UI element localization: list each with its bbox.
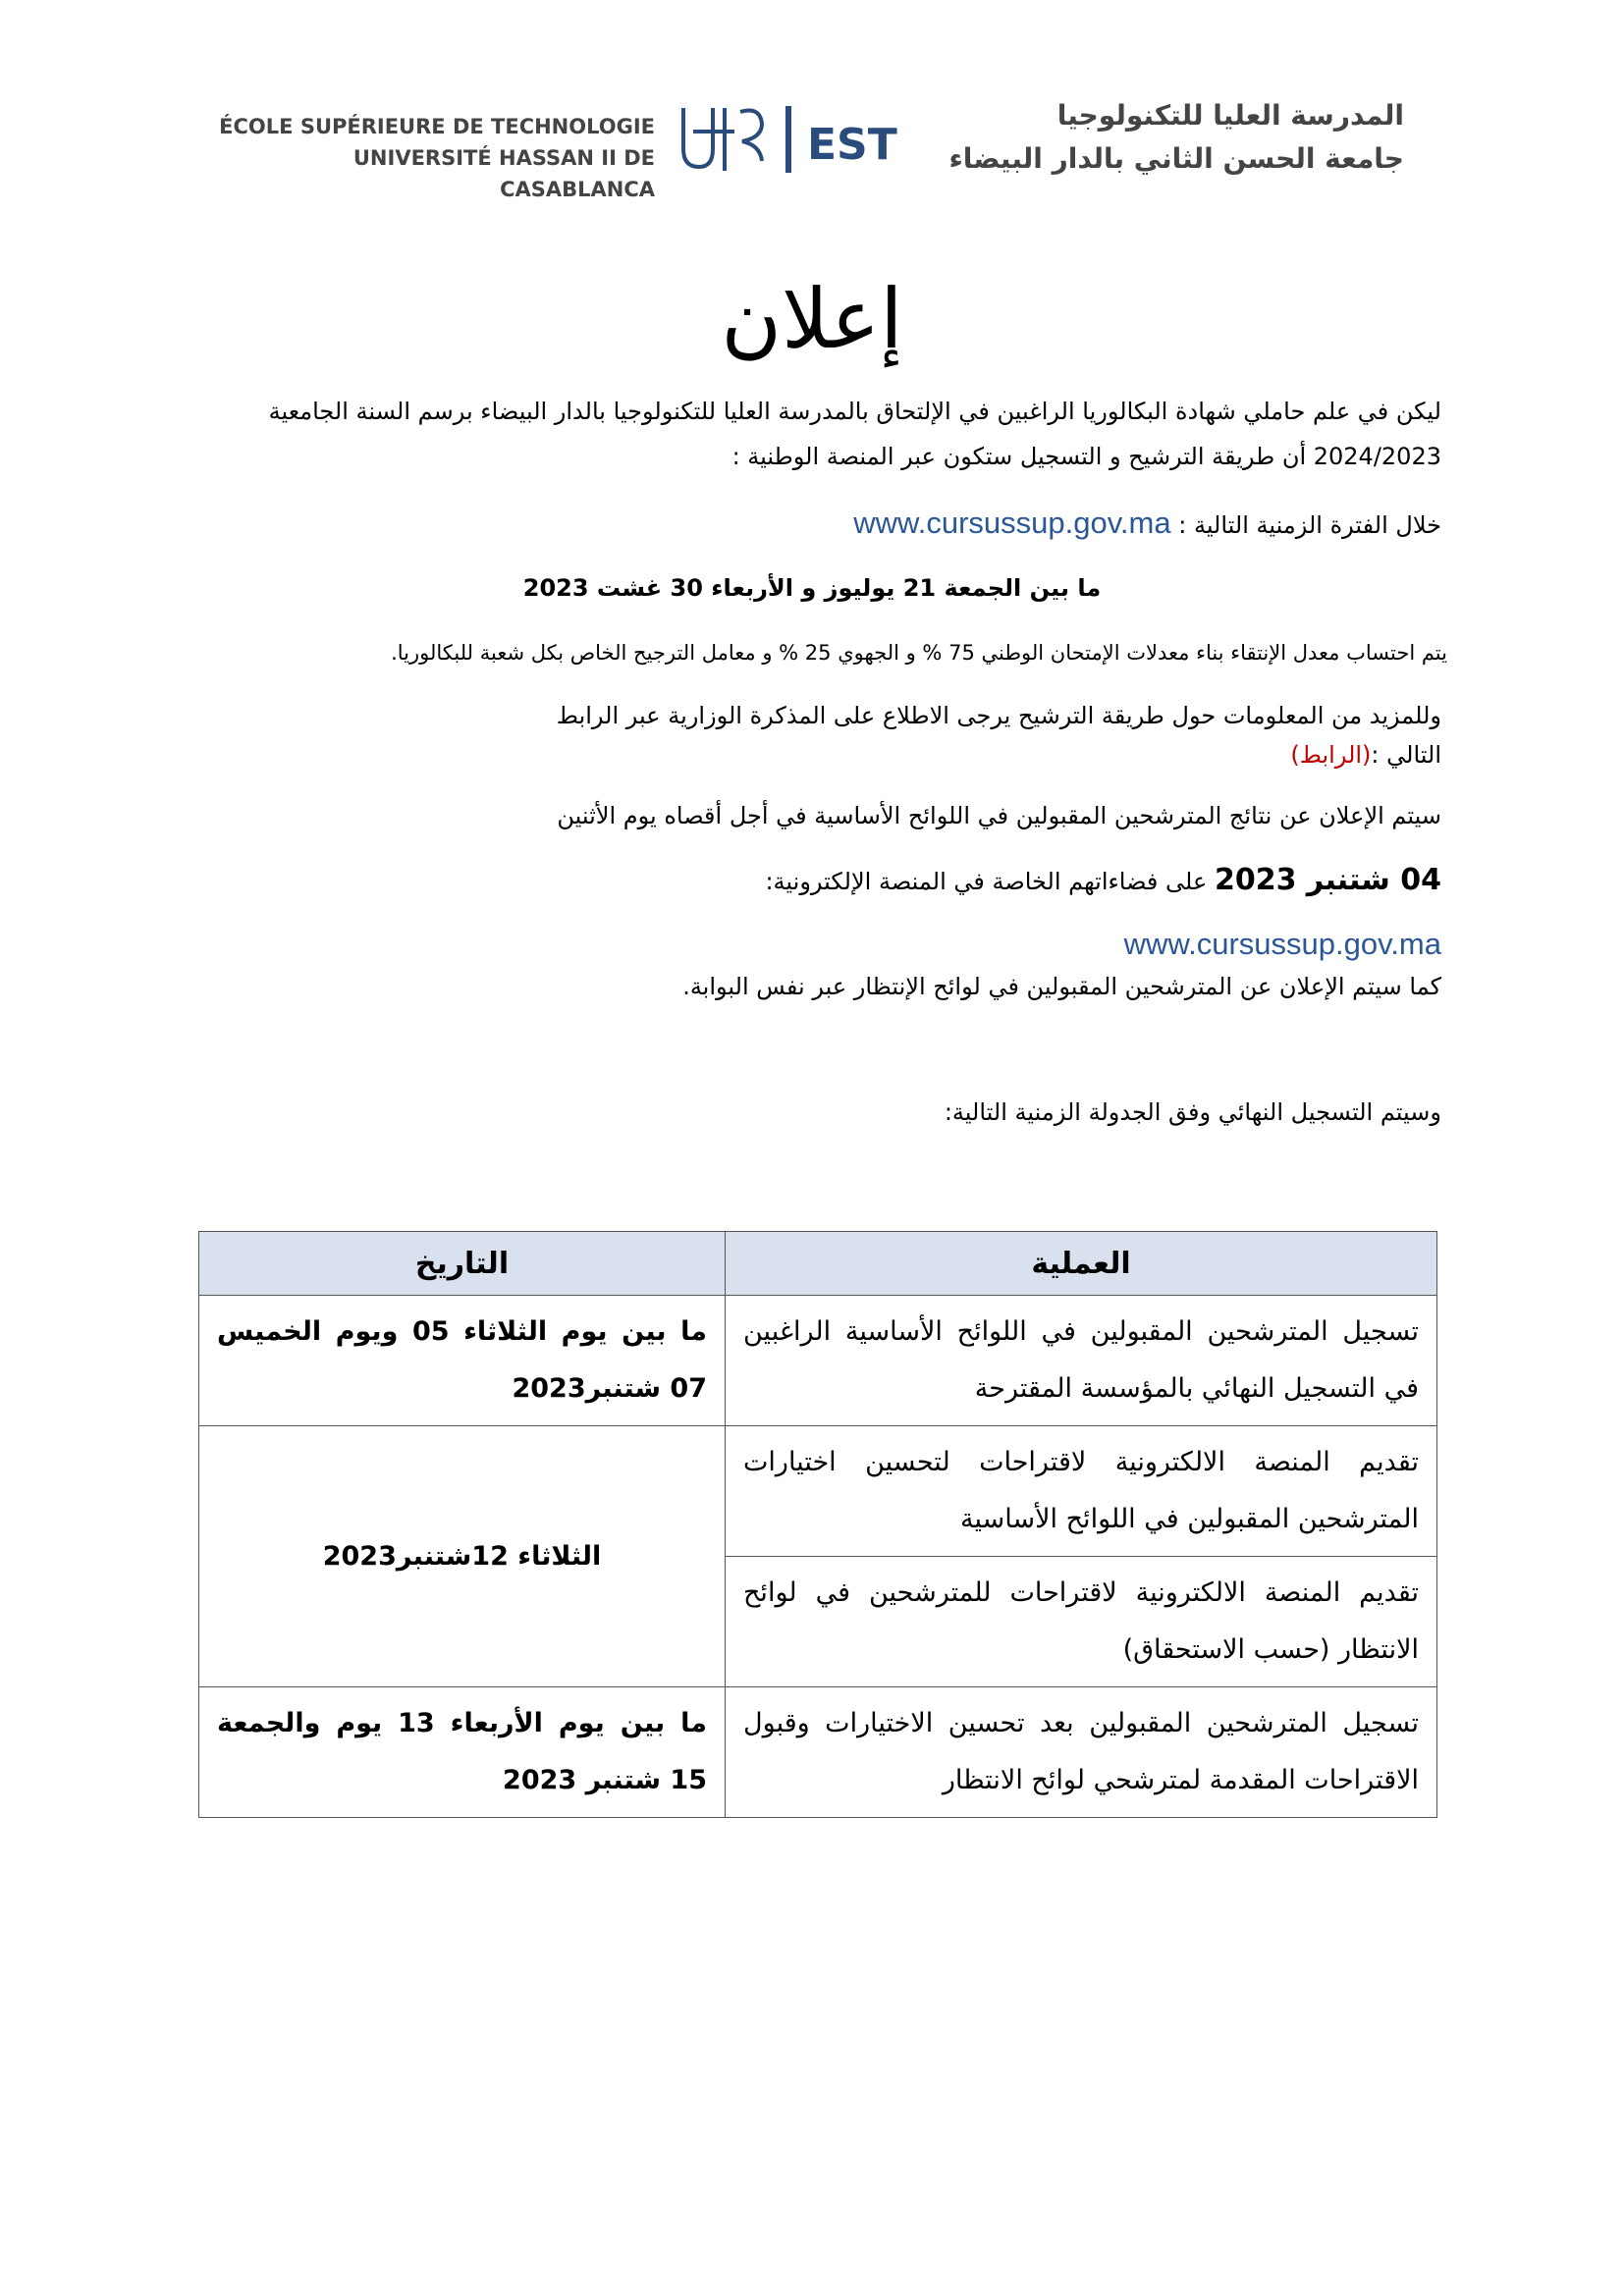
page-title: إعلان [721,271,903,367]
est-logo [677,102,923,177]
university-name-ar: جامعة الحسن الثاني بالدار البيضاء [948,142,1404,175]
est-logo-text: EST [807,120,897,170]
uh2c-monogram-icon [683,108,762,171]
operation-cell: تقديم المنصة الالكترونية لاقتراحات لتحسين اختيارات المترشحين المقبولين في اللوائح الأساسية [726,1426,1437,1557]
schedule-table [198,1231,1437,1818]
waiting-list-note: كما سيتم الإعلان عن المترشحين المقبولين في لوائح الإنتظار عبر نفس البوابة. [682,973,1441,1000]
application-period: ما بين الجمعة 21 يوليوز و الأربعاء 30 غشت 2023 [522,574,1102,602]
table-row [199,1296,1437,1426]
results-line-1: سيتم الإعلان عن نتائج المترشحين المقبولين في اللوائح الأساسية في أجل أقصاه يوم الأثنين [557,802,1441,829]
header-french-names [201,111,655,205]
school-name-ar: المدرسة العليا للتكنولوجيا [1056,99,1404,132]
results-line-2-text: على فضاءاتهم الخاصة في المنصة الإلكترونية: [765,868,1208,895]
table-row [199,1426,1437,1557]
table-header-row [199,1232,1437,1296]
school-name-fr: ÉCOLE SUPÉRIEURE DE TECHNOLOGIE [219,115,655,138]
schedule-intro: وسيتم التسجيل النهائي وفق الجدولة الزمنية التالية: [944,1098,1441,1126]
results-line-2 [765,862,1441,900]
intro-line-2: 2024/2023 أن طريقة الترشيح و التسجيل ستكون عبر المنصة الوطنية : [731,443,1441,470]
university-name-fr: UNIVERSITÉ HASSAN II DE CASABLANCA [352,146,655,201]
cursussup-link[interactable]: www.cursussup.gov.ma [853,506,1171,540]
intro-line-1: ليكن في علم حاملي شهادة البكالوريا الراغبين في الإلتحاق بالمدرسة العليا للتكنولوجيا بالدار البيضاء برسم السنة الجامعية [268,398,1441,425]
operation-cell: تقديم المنصة الالكترونية لاقتراحات للمترشحين في لوائح الانتظار (حسب الاستحقاق) [726,1557,1437,1687]
date-cell: الثلاثاء 12شتنبر2023 [199,1426,726,1687]
header-arabic-names [943,94,1404,181]
period-intro [853,505,1441,544]
table-row [199,1687,1437,1818]
period-intro-text: خلال الفترة الزمنية التالية : [1178,511,1441,539]
results-date: 04 شتنبر 2023 [1214,863,1441,897]
operation-cell: تسجيل المترشحين المقبولين في اللوائح الأساسية الراغبين في التسجيل النهائي بالمؤسسة المقترحة [726,1296,1437,1426]
date-cell: ما بين يوم الأربعاء 13 يوم والجمعة 15 شتنبر 2023 [199,1687,726,1818]
link2-line [1124,927,1441,962]
header-operation: العملية [726,1232,1437,1296]
selection-formula: يتم احتساب معدل الإنتقاء بناء معدلات الإمتحان الوطني 75 % و الجهوي 25 % و معامل الترجيح الخاص بكل شعبة للبكالوريا. [391,641,1447,665]
ministry-note-link[interactable]: (الرابط) [1290,741,1372,769]
info-line-1: وللمزيد من المعلومات حول طريقة الترشيح يرجى الاطلاع على المذكرة الوزارية عبر الرابط [556,702,1441,729]
logo-divider [785,106,791,173]
operation-cell: تسجيل المترشحين المقبولين بعد تحسين الاختيارات وقبول الاقتراحات المقدمة لمترشحي لوائح الانتظار [726,1687,1437,1818]
info-line-2 [1290,736,1441,774]
cursussup-link-2[interactable]: www.cursussup.gov.ma [1123,927,1441,961]
header-date: التاريخ [199,1232,726,1296]
info-line-2-prefix: التالي : [1371,741,1441,769]
date-cell: ما بين يوم الثلاثاء 05 ويوم الخميس 07 شتنبر2023 [199,1296,726,1426]
